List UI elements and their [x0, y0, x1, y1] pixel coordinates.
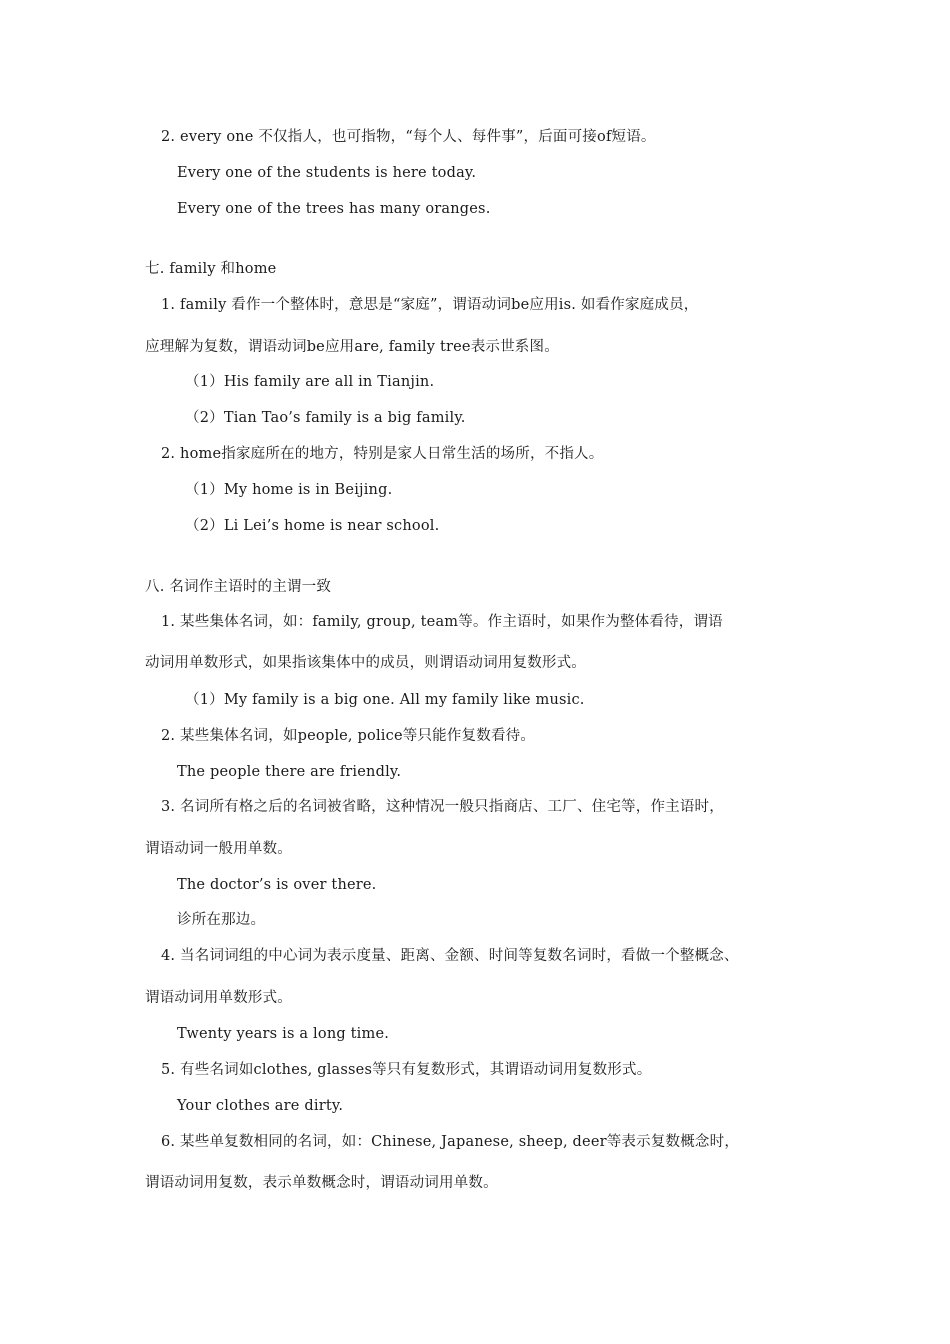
example-translation: 诊所在那边。 — [177, 912, 266, 928]
list-item-people-police: 2. 某些集体名词，如people, police等只能作复数看待。 — [161, 728, 536, 744]
section-heading-seven: 七. family 和home — [145, 261, 277, 277]
paragraph-continuation: 谓语动词一般用单数。 — [145, 841, 292, 857]
list-item-home: 2. home指家庭所在的地方，特别是家人日常生活的场所，不指人。 — [161, 446, 604, 462]
example-sentence: Every one of the students is here today. — [177, 165, 477, 181]
example-sentence: Your clothes are dirty. — [177, 1098, 344, 1114]
example-sentence: The doctor’s is over there. — [177, 877, 377, 893]
paragraph-continuation: 谓语动词用复数，表示单数概念时，谓语动词用单数。 — [145, 1175, 498, 1191]
example-sentence: The people there are friendly. — [177, 764, 402, 780]
paragraph-continuation: 动词用单数形式，如果指该集体中的成员，则谓语动词用复数形式。 — [145, 655, 586, 671]
list-item-plural-only: 5. 有些名词如clothes, glasses等只有复数形式，其谓语动词用复数形式。 — [161, 1062, 652, 1078]
list-item-family: 1. family 看作一个整体时，意思是“家庭”，谓语动词be应用is. 如看作家庭成员， — [161, 297, 699, 313]
list-item-same-form: 6. 某些单复数相同的名词，如：Chinese, Japanese, sheep, deer等表示复数概念时， — [161, 1134, 740, 1150]
example-sentence: Twenty years is a long time. — [177, 1026, 390, 1042]
list-item-measurement: 4. 当名词词组的中心词为表示度量、距离、金额、时间等复数名词时，看做一个整概念、 — [161, 948, 739, 964]
example-sentence: Every one of the trees has many oranges. — [177, 201, 491, 217]
list-item-possessive: 3. 名词所有格之后的名词被省略，这种情况一般只指商店、工厂、住宅等，作主语时， — [161, 799, 724, 815]
example-sentence: （2）Tian Tao’s family is a big family. — [185, 410, 466, 426]
example-sentence: （1）My family is a big one. All my family like music. — [185, 692, 585, 708]
paragraph-continuation: 应理解为复数，谓语动词be应用are, family tree表示世系图。 — [145, 339, 559, 355]
example-sentence: （1）His family are all in Tianjin. — [185, 374, 435, 390]
example-sentence: （2）Li Lei’s home is near school. — [185, 518, 440, 534]
list-item-collective-nouns: 1. 某些集体名词，如：family, group, team等。作主语时，如果作为整体看待，谓语 — [161, 614, 723, 630]
paragraph-continuation: 谓语动词用单数形式。 — [145, 990, 292, 1006]
list-item-every-one: 2. every one 不仅指人，也可指物，“每个人、每件事”，后面可接of短语。 — [161, 129, 656, 145]
section-heading-eight: 八. 名词作主语时的主谓一致 — [145, 579, 332, 595]
example-sentence: （1）My home is in Beijing. — [185, 482, 393, 498]
